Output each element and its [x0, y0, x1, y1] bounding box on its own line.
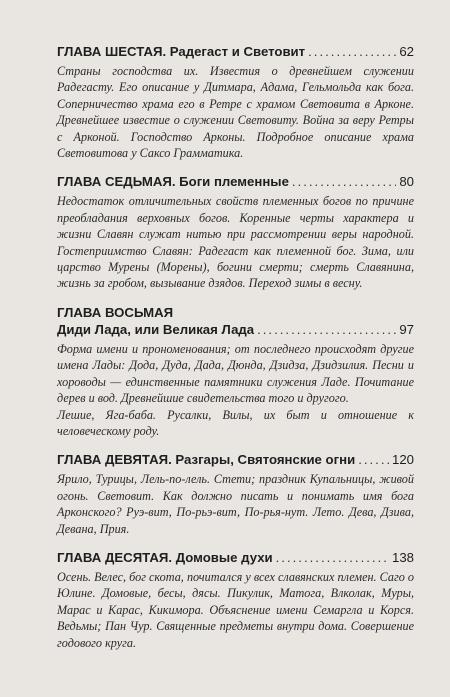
dot-leader — [358, 451, 389, 468]
chapter-title: ГЛАВА СЕДЬМАЯ. Боги племенные — [57, 174, 289, 190]
chapter-description — [57, 341, 414, 439]
chapter-summary: Форма имени и прономенования; от последнего происходят другие имена Лады: Дода, Дуда, Дада, Дюнда, Дзидза, Дзидзилия. Песни и хороводы — единственные памятники служения Ладе. Почитание дерев и вод. Древнейшие свидетельства того и другого. — [57, 341, 414, 406]
chapter-page-number: 120 — [391, 452, 414, 468]
chapter-entry — [57, 173, 414, 291]
chapter-title: ГЛАВА ДЕВЯТАЯ. Разгары, Святоянские огни — [57, 452, 356, 468]
chapter-page-number: 80 — [399, 174, 414, 190]
chapter-entry — [57, 304, 414, 439]
chapter-title: ГЛАВА ВОСЬМАЯ — [57, 304, 174, 320]
chapter-summary: Осень. Велес, бог скота, почитался у всех славянских племен. Саго о Юлине. Домовые, бесы, дясы. Пикулик, Матога, Влколак, Муры, Марас и Карас, Кикимора. Объяснение имени Семаргла и Корся. Ведьмы; Пан Чур. Священные предметы внутри дома. Совершение годового круга. — [57, 569, 414, 650]
chapter-summary: Ярило, Турицы, Лель-по-лель. Стети; праздник Купальницы, живой огонь. Световит. Как должно писать и понимать имя бога Арконского? Руэ-вит, По-рьэ-вит, По-рья-нут. Лето. Дева, Дзива, Девана, Прия. — [57, 472, 414, 536]
chapter-subtitle: Диди Лада, или Великая Лада — [57, 321, 255, 337]
chapter-title: ГЛАВА ШЕСТАЯ. Радегаст и Световит — [57, 44, 306, 59]
chapter-description — [57, 471, 414, 537]
chapter-heading-line — [57, 43, 414, 60]
chapter-entry — [57, 43, 414, 161]
chapter-title: ГЛАВА ДЕСЯТАЯ. Домовые духи — [57, 549, 273, 565]
chapter-heading-line — [57, 549, 414, 566]
chapter-heading-line — [57, 451, 414, 468]
dot-leader — [276, 549, 389, 566]
chapter-entry — [57, 549, 414, 651]
chapter-summary: Лешие, Яга-баба. Русалки, Вилы, их быт и отношение к человеческому роду. — [57, 407, 414, 438]
chapter-description — [57, 63, 414, 161]
chapter-page-number: 62 — [399, 44, 414, 59]
chapter-summary: Недостаток отличительных свойств племенных богов по причине преобладания верховных богов. Коренные черты характера и жизни Славян служат нитью при рассмотрении веры народной. Гостеприимство Славян: Радегаст как племенной бог. Зима, или царство Мурены (Морены), богини смерти; смерть Славянина, жизнь за гробом, вызывание дзядов. Переход зимы в весну. — [57, 194, 414, 291]
chapter-summary: Страны господства их. Известия о древнейшем служении Радегасту. Его описание у Дитмара, Адама, Гельмольда как бога. Соперничество храма его в Ретре с храмом Световита в Арконе. Древнейшее известие о служении Световиту. Война за веру Ретры с Арконой. Господство Арконы. Подробное описание храма Световитова у Саксо Грамматика. — [57, 64, 414, 161]
chapter-description — [57, 193, 414, 291]
dot-leader — [292, 173, 396, 190]
chapter-heading-line — [57, 321, 414, 338]
chapter-entry — [57, 451, 414, 537]
dot-leader — [308, 43, 396, 60]
chapter-heading-line — [57, 173, 414, 190]
chapter-page-number: 97 — [399, 321, 414, 337]
chapter-description — [57, 569, 414, 651]
chapter-page-number: 138 — [391, 549, 414, 565]
dot-leader — [257, 321, 396, 338]
